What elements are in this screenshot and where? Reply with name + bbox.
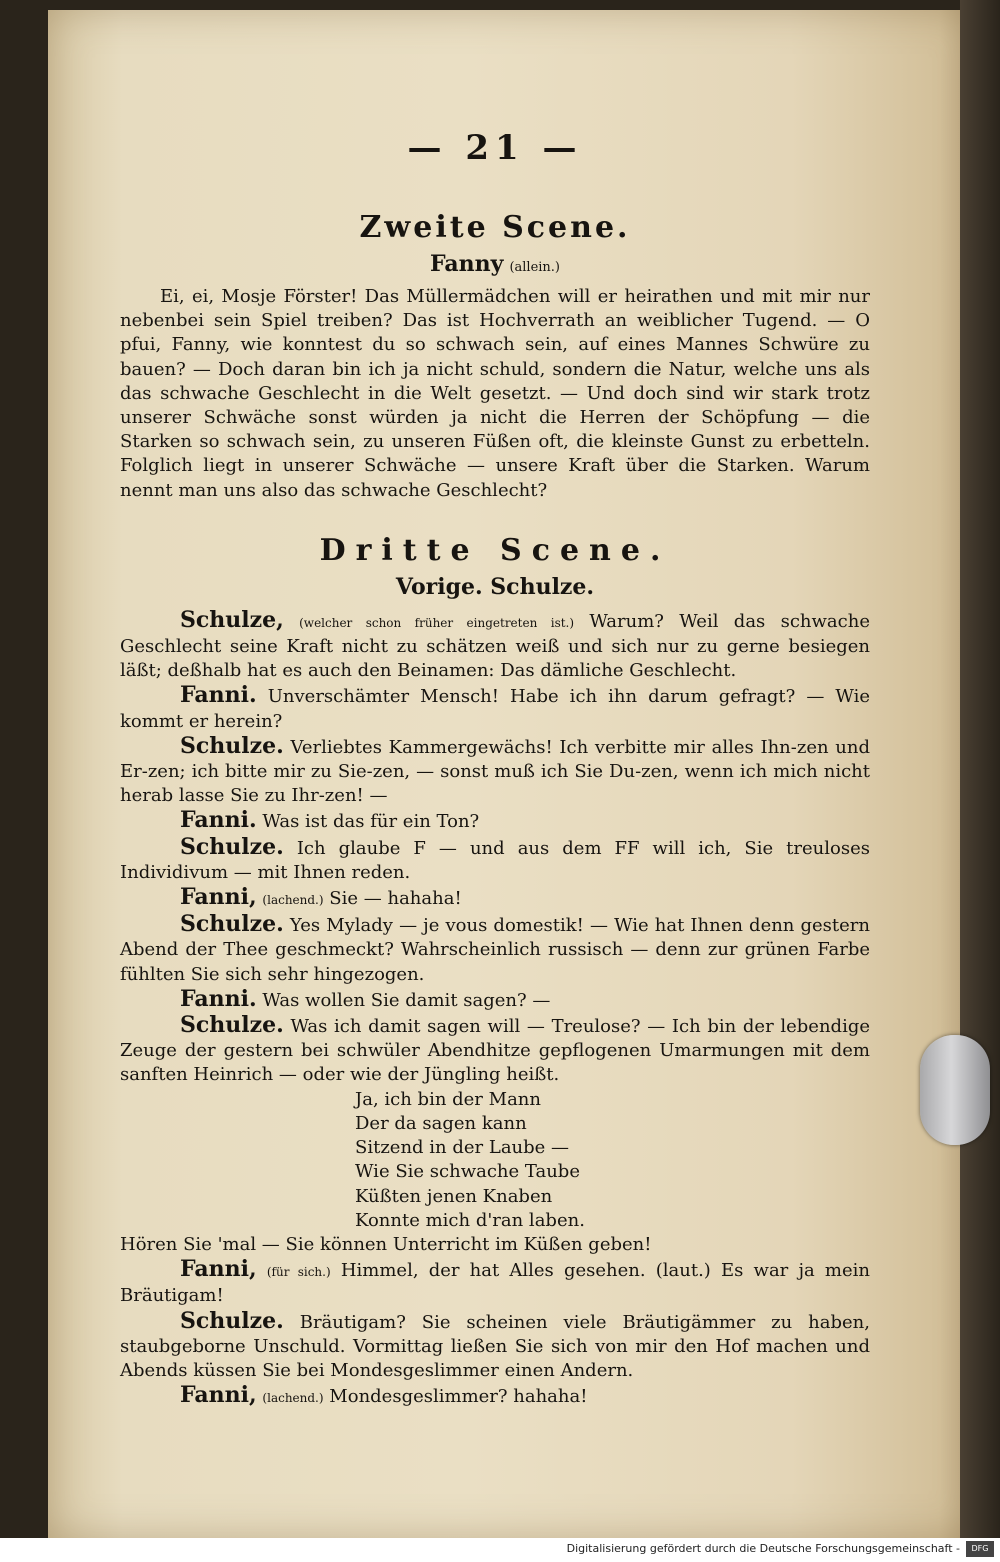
dialogue-line <box>120 683 870 733</box>
dialogue-line <box>120 808 870 834</box>
stage-direction: (lachend.) <box>262 893 324 908</box>
dialogue-line <box>120 987 870 1013</box>
page-content <box>120 128 870 1410</box>
footer-bar <box>0 1538 1000 1562</box>
verse-line: Sitzend in der Laube — <box>355 1137 570 1159</box>
character-name: Fanny <box>429 251 504 277</box>
page-edge <box>960 0 1000 1562</box>
speaker-name: Schulze. <box>180 911 284 938</box>
verse-line: Wie Sie schwache Taube <box>355 1161 580 1183</box>
dialogue-line <box>120 734 870 809</box>
speech-text: Verliebtes Kammergewächs! Ich verbitte mir alles Ihn-zen und Er-zen; ich bitte mir zu Sie-zen, — sonst muß ich Sie Du-zen, wenn ich mich nicht herab lasse Sie zu Ihr-zen! — <box>120 736 870 807</box>
speech-text: Was ich damit sagen will — Treulose? — Ich bin der lebendige Zeuge der gestern bei schwüler Abendhitze gepflogenen Umarmungen mit dem sanften Heinrich — oder wie der Jüngling heißt. <box>120 1016 870 1086</box>
speaker-name: Fanni. <box>180 682 257 709</box>
verse-line: Der da sagen kann <box>355 1112 527 1134</box>
speech-text: Himmel, der hat Alles gesehen. (laut.) Es war ja mein Bräutigam! <box>120 1260 870 1307</box>
dialogue-line <box>120 912 870 987</box>
speech-text: Unverschämter Mensch! Habe ich ihn darum gefragt? — Wie kommt er herein? <box>120 686 870 732</box>
speech-text: Sie — hahaha! <box>329 888 462 910</box>
verse-line: Küßten jenen Knaben <box>355 1185 553 1207</box>
speech-text: Was wollen Sie damit sagen? — <box>262 989 551 1011</box>
scene-cast: Vorige. Schulze. <box>395 573 595 600</box>
monologue-text: Ei, ei, Mosje Förster! Das Müllermädchen will er heirathen und mit mir nur nebenbei sein Spiel treiben? Das ist Hochverrath an weiblicher Tugend. — O pfui, Fanny, wie konntest du so schwach sein, auf eines Mannes Schwüre zu bauen? — Doch daran bin ich ja nicht schuld, sondern die Natur, welche uns als das schwache Geschlecht in die Welt gesetzt. — Und doch sind wir stark trotz unserer Schwäche sonst würden ja nicht die Herren der Schöpfung — die Starken so schwach sein, zu unseren Füßen oft, die kleinste Gunst zu erbetteln. Folglich liegt in unserer Schwäche — unsere Kraft über die Starken. Warum nennt man uns also das schwache Geschlecht? <box>120 286 870 501</box>
stage-direction: (welcher schon früher eingetreten ist.) <box>299 615 575 630</box>
page-tab-marker <box>920 1035 990 1145</box>
verse-line: Konnte mich d'ran laben. <box>355 1209 585 1231</box>
speaker-name: Schulze, <box>180 606 284 633</box>
dialogue-line <box>120 1383 870 1410</box>
dialogue-line <box>120 608 870 684</box>
dialogue-line <box>120 1013 870 1088</box>
speech-text: Warum? Weil das schwache Geschlecht seine Kraft nicht zu schätzen weiß und sich nur zu gerne besiegen läßt; deßhalb hat es auch den Beinamen: Das dämliche Geschlecht. <box>120 610 870 682</box>
speech-text: Bräutigam? Sie scheinen viele Bräutigämmer zu haben, staubgeborne Unschuld. Vormittag ließen Sie sich von mir den Hof machen und Abends küssen Sie bei Mondesgeslimmer einen Andern. <box>120 1311 870 1381</box>
speaker-name: Schulze. <box>180 833 284 860</box>
stage-direction: (lachend.) <box>262 1391 324 1406</box>
page-number: — 21 — <box>407 128 583 168</box>
dialogue-line <box>120 835 870 885</box>
funding-note: Digitalisierung gefördert durch die Deutsche Forschungsgemeinschaft - <box>566 1542 960 1555</box>
dialogue-line <box>120 1257 870 1308</box>
scene-title: Zweite Scene. <box>359 210 631 245</box>
dialogue-block <box>120 608 870 1088</box>
speaker-name: Fanni. <box>180 985 257 1012</box>
dialogue-line <box>120 885 870 912</box>
speech-text: Was ist das für ein Ton? <box>262 811 480 833</box>
verse-line: Ja, ich bin der Mann <box>355 1088 541 1110</box>
stage-direction: (für sich.) <box>266 1265 331 1280</box>
speaker-name: Schulze. <box>180 1307 284 1334</box>
speaker-name: Schulze. <box>180 732 284 759</box>
dialogue-line <box>120 1309 870 1384</box>
speech-text: Ich glaube F — und aus dem FF will ich, Sie treuloses Individivum — mit Ihnen reden. <box>120 837 870 883</box>
speech-text: Yes Mylady — je vous domestik! — Wie hat Ihnen denn gestern Abend der Thee geschmeckt? Wahrscheinlich russisch — denn zur grünen Farbe fühlten Sie sich sehr hingezogen. <box>120 915 870 985</box>
speech-text: Mondesgeslimmer? hahaha! <box>329 1386 588 1408</box>
speaker-name: Schulze. <box>180 1012 284 1039</box>
after-verse-line: Hören Sie 'mal — Sie können Unterricht im Küßen geben! <box>120 1233 652 1255</box>
speaker-name: Fanni. <box>180 807 257 834</box>
speaker-name: Fanni, <box>180 1256 257 1283</box>
speaker-name: Fanni, <box>180 1382 257 1409</box>
dfg-logo: DFG <box>966 1541 994 1557</box>
verse-block <box>120 1088 870 1233</box>
stage-direction: (allein.) <box>509 260 561 275</box>
character-heading <box>120 251 870 277</box>
dialogue-block <box>120 1257 870 1410</box>
speaker-name: Fanni, <box>180 884 257 911</box>
scene-title: Dritte Scene. <box>319 532 671 568</box>
